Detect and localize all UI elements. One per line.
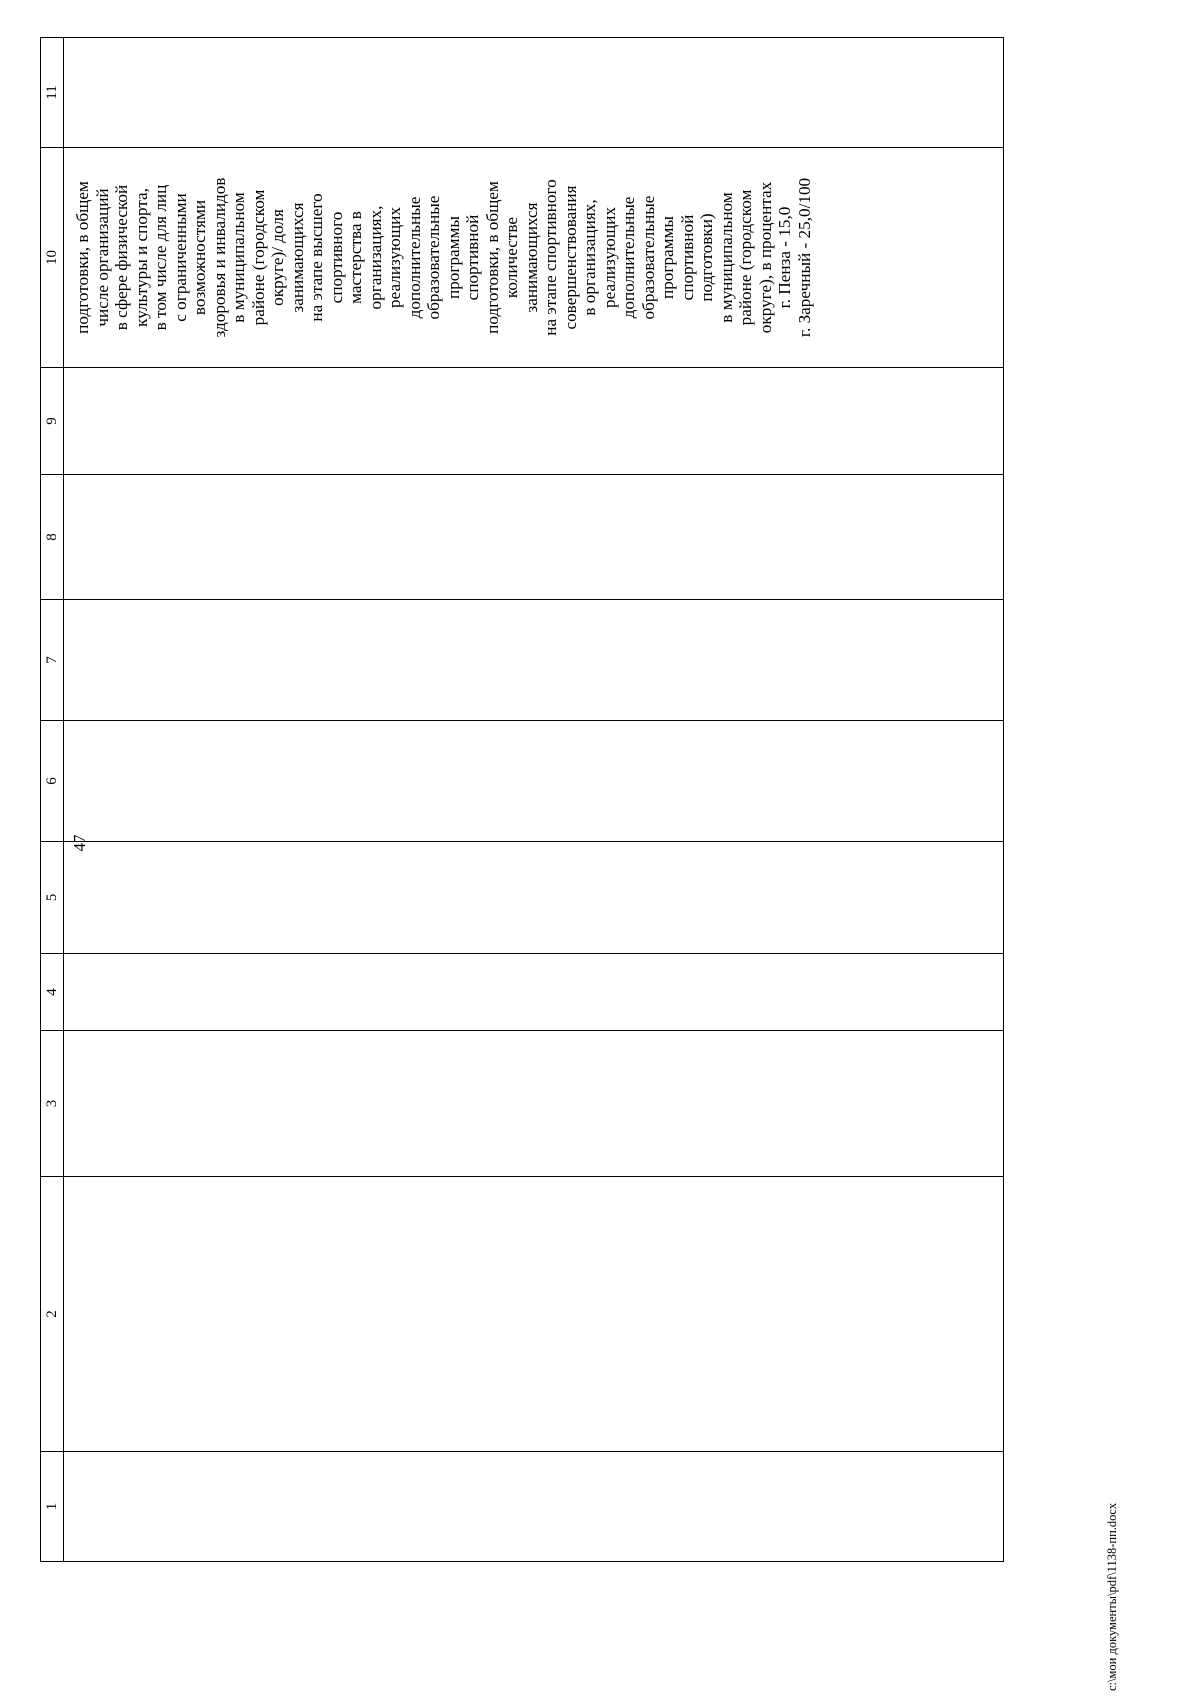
column-number-1: 1 (41, 1452, 64, 1562)
indicator-text-line: спортивной (463, 214, 482, 301)
indicator-text-line: количестве (502, 216, 521, 299)
indicator-text-line: занимающихся (287, 202, 307, 313)
indicator-text-line: программы (658, 216, 677, 299)
indicator-text-line: подготовки) (697, 213, 716, 302)
table-cell-11 (64, 38, 1004, 148)
indicator-description-text (64, 148, 814, 367)
table-cell-1 (64, 1452, 1004, 1562)
column-number-9: 9 (41, 368, 64, 475)
indicator-text-line: на этапе спортивного (541, 179, 560, 336)
indicator-text-line: образовательные (424, 195, 443, 320)
indicator-text-line: в муниципальном (229, 192, 248, 323)
column-number-4: 4 (41, 954, 64, 1031)
indicator-text-line: в муниципальном (716, 192, 736, 323)
table-cell-10 (64, 148, 1004, 368)
indicator-text-line: г. Заречный - 25,0/100 (794, 177, 814, 338)
indicator-text-line: районе (городском (736, 189, 755, 326)
indicator-text-line: программы (443, 216, 463, 299)
table-cell-8 (64, 475, 1004, 600)
indicator-text-line: числе организаций (92, 188, 112, 327)
column-number-7: 7 (41, 600, 64, 721)
indicator-text-line: в том числе для лиц (151, 184, 170, 331)
column-number-6: 6 (41, 721, 64, 842)
table-cell-6 (64, 721, 1004, 842)
indicator-text-line: культуры и спорта, (131, 188, 151, 327)
indicator-text-line: спортивной (677, 214, 697, 301)
indicator-text-line: с ограниченными (170, 193, 190, 322)
table-cell-2 (64, 1177, 1004, 1452)
column-number-10: 10 (41, 148, 64, 368)
indicator-text-line: районе (городском (248, 189, 268, 326)
indicator-text-line: мастерства в (346, 211, 365, 304)
column-number-5: 5 (41, 842, 64, 954)
indicator-text-line: образовательные (638, 195, 658, 320)
table-cell-9 (64, 368, 1004, 475)
indicator-text-line: г. Пенза - 15,0 (775, 206, 794, 309)
indicator-text-line: в сфере физической (112, 184, 131, 331)
indicator-text-line: дополнительные (404, 196, 424, 319)
table-cell-5 (64, 842, 1004, 954)
page-number: 47 (70, 834, 89, 852)
column-number-2: 2 (41, 1177, 64, 1452)
indicator-text-line: занимающихся (521, 202, 541, 313)
indicator-text-line: округе), в процентах (755, 181, 775, 334)
indicator-text-line: реализующих (599, 207, 619, 308)
table-cell-3 (64, 1031, 1004, 1177)
indicator-text-line: возможностями (190, 199, 209, 316)
indicator-text-line: организациях, (365, 205, 385, 310)
table-cell-7 (64, 600, 1004, 721)
indicator-text-line: дополнительные (619, 196, 638, 319)
indicator-text-line: совершенствования (560, 185, 580, 330)
indicator-text-line: подготовки, в общем (73, 181, 92, 334)
indicator-text-line: округе)/ доля (268, 209, 287, 306)
footer-file-path: c:\мои документы\pdf\1138-пп.docx (1105, 1502, 1119, 1691)
indicator-text-line: здоровья и инвалидов (209, 177, 229, 338)
indicator-text-line: спортивного (326, 211, 346, 304)
column-number-8: 8 (41, 475, 64, 600)
table-row (64, 38, 1004, 1562)
document-table (40, 37, 1004, 1562)
indicator-text-line: в организациях, (580, 199, 599, 316)
table-cell-4 (64, 954, 1004, 1031)
indicator-text-line: реализующих (385, 207, 404, 308)
column-number-11: 11 (41, 38, 64, 148)
indicator-text-line: подготовки, в общем (482, 181, 502, 334)
indicator-text-line: на этапе высшего (307, 193, 326, 322)
column-number-3: 3 (41, 1031, 64, 1177)
column-number-row (41, 38, 64, 1562)
